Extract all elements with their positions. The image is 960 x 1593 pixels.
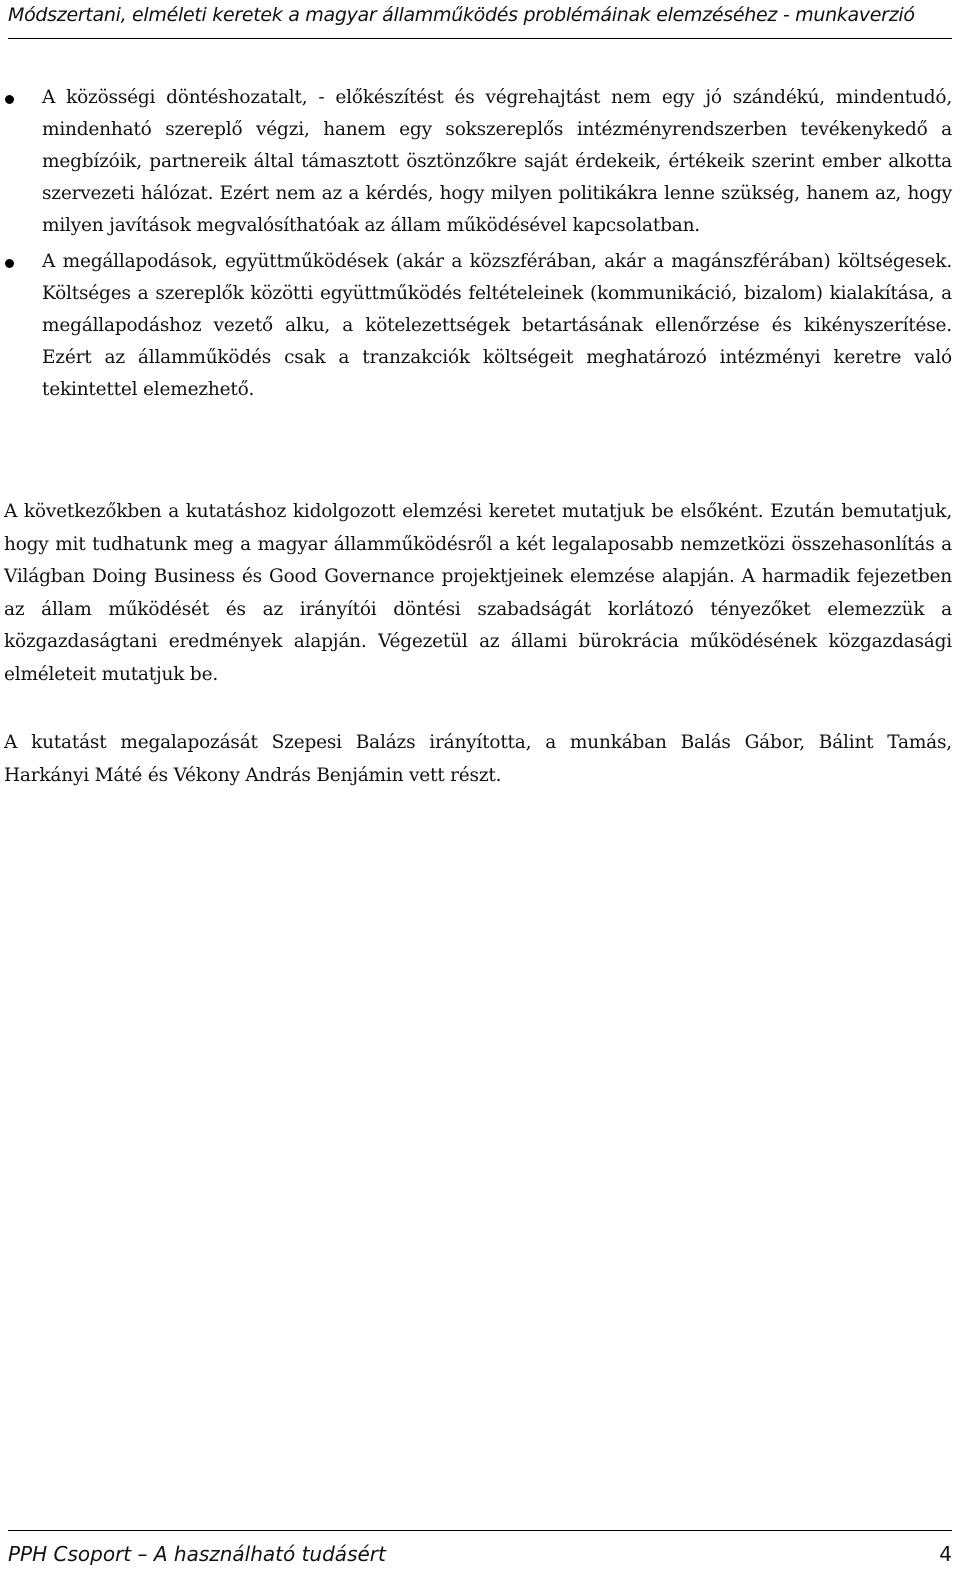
bullet-item bbox=[0, 82, 960, 242]
bullet-item bbox=[0, 246, 960, 406]
bullet-list bbox=[0, 82, 960, 410]
page-header bbox=[8, 0, 952, 39]
body-paragraph: A kutatást megalapozását Szepesi Balázs irányította, a munkában Balás Gábor, Bálint Tamás, Harkányi Máté és Vékony András Benjámin vett részt. bbox=[4, 732, 952, 786]
page-footer bbox=[8, 1530, 952, 1571]
bullet-text: A közösségi döntéshozatalt, - előkészítést és végrehajtást nem egy jó szándékú, mindentudó, mindenható szereplő végzi, hanem egy sokszereplős intézményrendszerben tevékenykedő a megbízóik, partnereik által támasztott ösztönzőkre saját érdekeik, értékeik szerint ember alkotta szervezeti hálózat. Ezért nem az a kérdés, hogy milyen politikákra lenne szükség, hanem az, hogy milyen javítások megvalósíthatóak az állam működésével kapcsolatban. bbox=[42, 87, 952, 236]
footer-text: PPH Csoport – A használható tudásért bbox=[8, 1542, 386, 1566]
body-paragraph: A következőkben a kutatáshoz kidolgozott elemzési keretet mutatjuk be elsőként. Ezután bemutatjuk, hogy mit tudhatunk meg a magyar államműködésről a két legalaposabb nemzetközi összehasonlítás a Világban Doing Business és Good Governance projektjeinek elemzése alapján. A harmadik fejezetben az állam működését és az irányítói döntési szabadságát korlátozó tényezőket elemezzük a közgazdaságtani eredmények alapján. Végezetül az állami bürokrácia működésének közgazdasági elméleteit mutatjuk be. bbox=[4, 501, 952, 685]
bullet-icon bbox=[5, 95, 14, 104]
page-number: 4 bbox=[939, 1542, 952, 1566]
running-title: Módszertani, elméleti keretek a magyar államműködés problémáinak elemzéséhez - munkaverzió bbox=[8, 4, 915, 26]
bullet-icon bbox=[5, 259, 14, 268]
bullet-text: A megállapodások, együttműködések (akár a közszférában, akár a magánszférában) költségesek. Költséges a szereplők közötti együttműködés feltételeinek (kommunikáció, bizalom) kialakítása, a megállapodáshoz vezető alku, a kötelezettségek betartásának ellenőrzése és kikényszerítése. Ezért az államműködés csak a tranzakciók költségeit meghatározó intézményi keretre való tekintettel elemezhető. bbox=[42, 251, 952, 400]
